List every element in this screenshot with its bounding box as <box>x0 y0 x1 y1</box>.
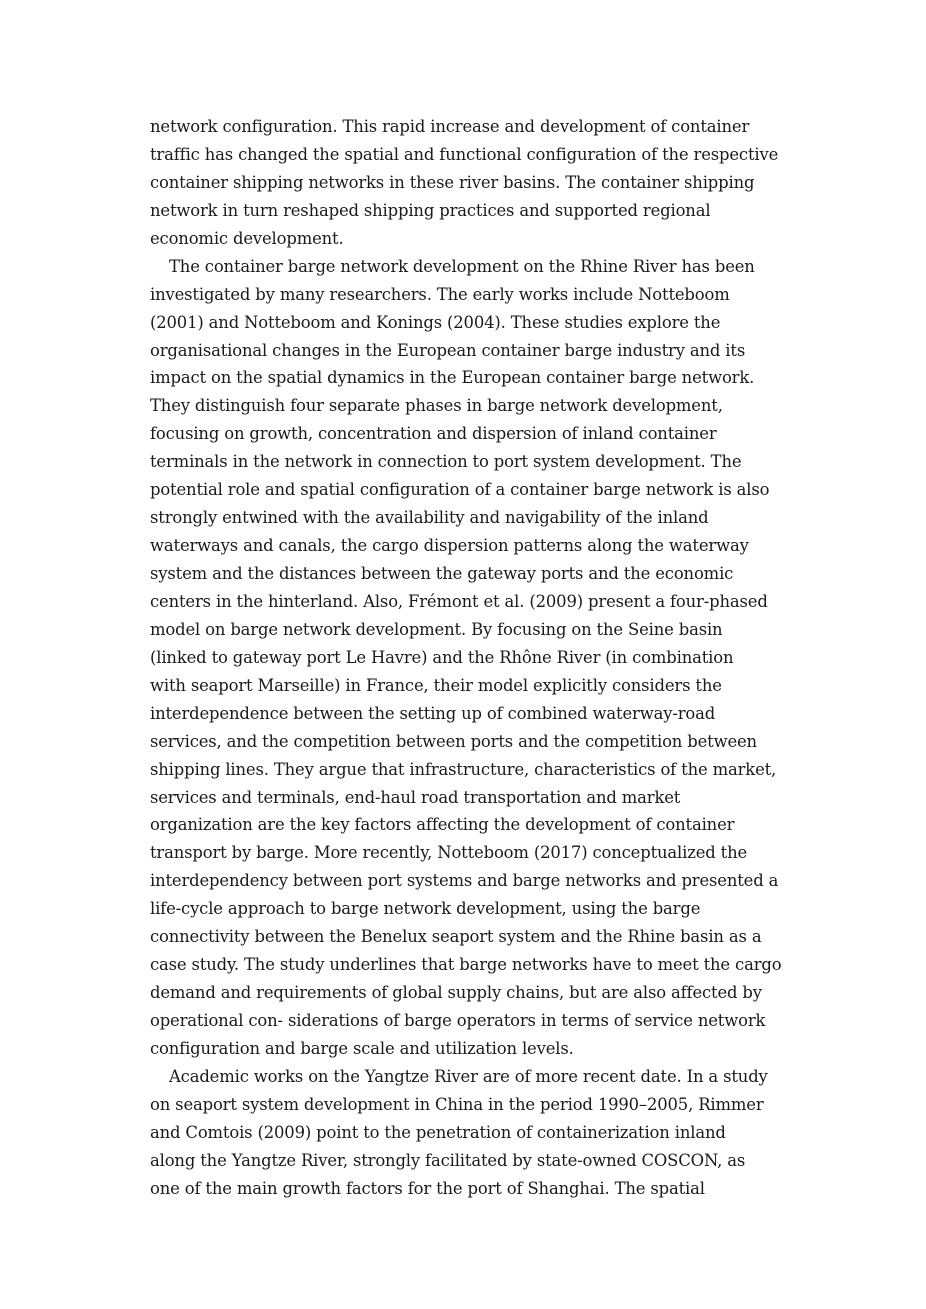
text-line: economic development. <box>150 228 344 248</box>
text-line: on seaport system development in China in the period 1990–2005, Rimmer <box>150 1094 764 1114</box>
text-line: (linked to gateway port Le Havre) and the Rhône River (in combination <box>150 647 734 667</box>
text-line: container shipping networks in these river basins. The container shipping <box>150 172 755 192</box>
text-line: configuration and barge scale and utilization levels. <box>150 1038 574 1058</box>
text-line: potential role and spatial configuration of a container barge network is also <box>150 480 770 500</box>
text-line: Academic works on the Yangtze River are of more recent date. In a study <box>169 1066 768 1086</box>
text-line: connectivity between the Benelux seaport system and the Rhine basin as a <box>150 927 762 947</box>
paragraph-1 <box>150 113 778 253</box>
text-line: They distinguish four separate phases in barge network development, <box>150 396 723 416</box>
text-line: network in turn reshaped shipping practices and supported regional <box>150 200 711 220</box>
text-line: one of the main growth factors for the port of Shanghai. The spatial <box>150 1178 705 1198</box>
text-line: services and terminals, end-haul road transportation and market <box>150 787 681 807</box>
text-line: waterways and canals, the cargo dispersion patterns along the waterway <box>150 536 749 556</box>
paragraph-3 <box>150 1063 778 1203</box>
text-line: and Comtois (2009) point to the penetration of containerization inland <box>150 1122 726 1142</box>
text-line: life-cycle approach to barge network development, using the barge <box>150 899 701 919</box>
document-page <box>150 113 782 1203</box>
text-line: interdependency between port systems and barge networks and presented a <box>150 871 779 891</box>
text-line: network configuration. This rapid increase and development of container <box>150 117 750 136</box>
text-line: along the Yangtze River, strongly facilitated by state-owned COSCON, as <box>150 1150 746 1170</box>
text-line: traffic has changed the spatial and functional configuration of the respective <box>150 144 779 164</box>
text-line: impact on the spatial dynamics in the European container barge network. <box>150 368 755 388</box>
text-line: The container barge network development on the Rhine River has been <box>169 256 755 276</box>
text-line: strongly entwined with the availability and navigability of the inland <box>150 508 709 528</box>
text-line: investigated by many researchers. The early works include Notteboom <box>150 284 730 304</box>
text-line: organisational changes in the European container barge industry and its <box>150 340 746 360</box>
text-line: transport by barge. More recently, Notteboom (2017) conceptualized the <box>150 843 748 863</box>
text-line: operational con- siderations of barge operators in terms of service network <box>150 1011 766 1030</box>
text-line: organization are the key factors affecting the development of container <box>150 815 735 835</box>
text-line: services, and the competition between ports and the competition between <box>150 731 757 751</box>
text-line: centers in the hinterland. Also, Frémont et al. (2009) present a four-phased <box>150 591 768 611</box>
text-line: terminals in the network in connection to port system development. The <box>150 452 742 472</box>
text-line: system and the distances between the gateway ports and the economic <box>150 564 734 583</box>
text-line: with seaport Marseille) in France, their model explicitly considers the <box>150 675 722 695</box>
text-line: demand and requirements of global supply chains, but are also affected by <box>150 983 762 1003</box>
text-line: (2001) and Notteboom and Konings (2004). These studies explore the <box>150 312 721 332</box>
text-line: case study. The study underlines that barge networks have to meet the cargo <box>150 955 782 975</box>
text-line: focusing on growth, concentration and dispersion of inland container <box>150 424 717 444</box>
text-line: interdependence between the setting up of combined waterway-road <box>150 703 716 723</box>
text-line: model on barge network development. By focusing on the Seine basin <box>150 619 723 639</box>
text-line: shipping lines. They argue that infrastructure, characteristics of the market, <box>150 759 777 779</box>
paragraph-2 <box>150 253 782 1063</box>
